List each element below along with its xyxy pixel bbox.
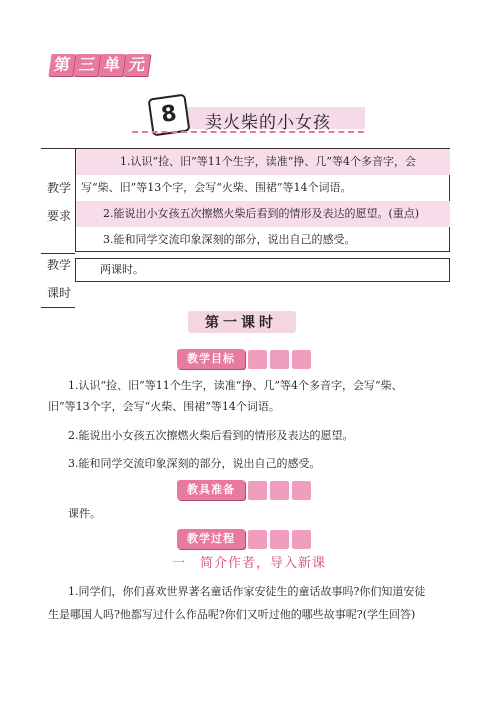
tab-square: [292, 530, 311, 549]
tab-square: [248, 530, 267, 549]
unit-char: 第: [48, 54, 75, 76]
section-tab-goals: [177, 349, 311, 369]
requirement-line: 写“柴、旧”等13个字，会写“火柴、围裙”等14个词语。: [81, 181, 352, 194]
period-heading: 第一课时: [205, 315, 277, 331]
tab-square: [292, 481, 311, 500]
requirement-line: 3.能和同学交流印象深刻的部分，说出自己的感受。: [103, 233, 356, 246]
requirements-label: [41, 148, 75, 254]
period-label: [41, 252, 75, 308]
lesson-title: 卖火柴的小女孩: [205, 113, 331, 133]
section-tab-prep: [177, 480, 311, 500]
tab-square: [270, 481, 289, 500]
title-divider: [132, 131, 364, 133]
section-tab-label: 教学过程: [177, 529, 245, 549]
unit-char: 三: [73, 54, 100, 76]
period-row: [41, 252, 450, 307]
requirements-row: [41, 148, 450, 252]
tab-square: [248, 481, 267, 500]
tab-square: [292, 350, 311, 369]
unit-char: 单: [98, 54, 125, 76]
lesson-number-badge: 8: [148, 94, 191, 137]
section-tab-process: [177, 529, 311, 549]
section-tab-label: 教学目标: [177, 349, 245, 369]
goal-paragraph-1-line-2: 旧”等13个字，会写“火柴、围裙”等14个词语。: [48, 400, 280, 413]
unit-banner: [50, 54, 150, 76]
requirement-line: 2.能说出小女孩五次擦燃火柴后看到的情形及表达的愿望。(重点): [76, 201, 450, 227]
process-step-heading: 一 简介作者，导入新课: [172, 556, 327, 571]
period-label-line: 教学: [47, 258, 72, 272]
section-tab-label: 教具准备: [177, 480, 245, 500]
tab-square: [248, 350, 267, 369]
requirements-label-line: 教学: [47, 181, 72, 195]
prep-content: 课件。: [68, 507, 101, 520]
goal-paragraph-3: 3.能和同学交流印象深刻的部分，说出自己的感受。: [68, 457, 321, 470]
goal-paragraph-2: 2.能说出小女孩五次擦燃火柴后看到的情形及表达的愿望。: [68, 429, 354, 442]
requirements-label-line: 要求: [47, 209, 72, 223]
goal-paragraph-1-line-1: 1.认识“捡、旧”等11个生字，读准“挣、几”等4个多音字，会写“柴、: [68, 379, 403, 392]
requirement-line: 1.认识“捡、旧”等11个生字，读准“挣、几”等4个多音字，会: [76, 149, 450, 175]
requirements-content: [75, 148, 450, 252]
tab-square: [270, 530, 289, 549]
tab-square: [270, 350, 289, 369]
unit-char: 元: [123, 54, 150, 76]
period-label-line: 课时: [47, 286, 72, 300]
process-question-line-1: 1.同学们，你们喜欢世界著名童话作家安徒生的童话故事吗?你们知道安徒: [68, 585, 426, 598]
process-question-line-2: 生是哪国人吗?他都写过什么作品呢?你们又听过他的哪些故事呢?(学生回答): [48, 608, 416, 621]
period-value: 两课时。: [75, 258, 450, 282]
